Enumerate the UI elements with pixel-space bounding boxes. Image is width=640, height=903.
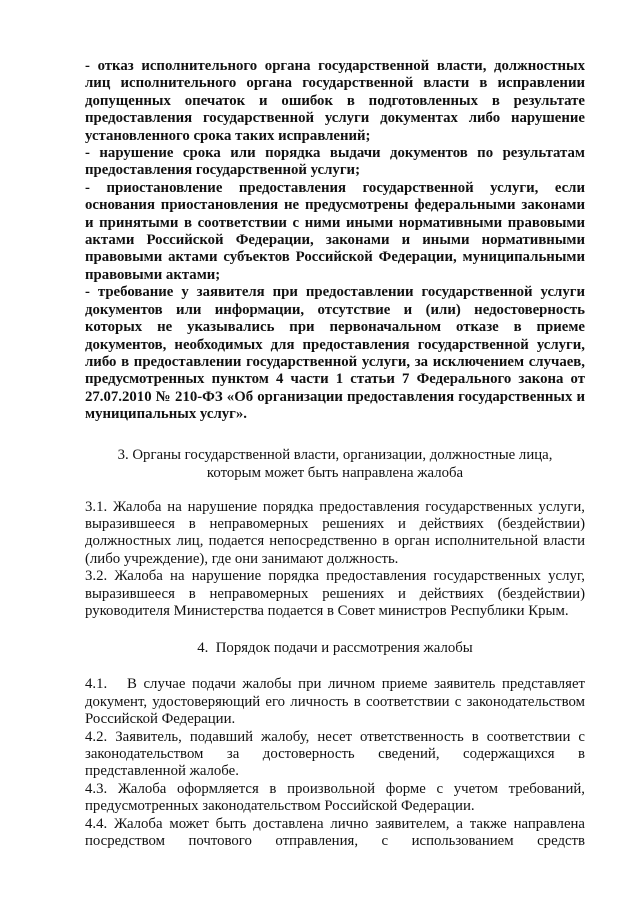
complaint-ground-item: - требование у заявителя при предоставлении государственной услуги документов или информации, отсутствие и (или) недостоверность которых не указывались при первоначальном отказе в приеме документов, необходимых для предоставления государственной услуги, либо в предоставлении государственной услуги, за исключением случаев, предусмотренных пунктом 4 части 1 статьи 7 Федерального закона от 27.07.2010 № 210-ФЗ «Об организации предоставления государственных и муниципальных услуг». <box>85 284 585 423</box>
spacer <box>85 482 585 499</box>
paragraph-4-4: 4.4. Жалоба может быть доставлена лично заявителем, а также направлена посредством почтового отправления, с использованием средств <box>85 815 585 850</box>
section-3-heading <box>85 446 585 482</box>
paragraph-3-1: 3.1. Жалоба на нарушение порядка предоставления государственных услуги, выразившееся в неправомерных решениях и действиях (бездействии) должностных лиц, подается непосредственно в орган исполнительной власти (либо учреждение), где они занимают должность. <box>85 498 585 567</box>
complaint-ground-item: - нарушение срока или порядка выдачи документов по результатам предоставления государственной услуги; <box>85 145 585 179</box>
section-3-heading-line-2: которым может быть направлена жалоба <box>206 464 464 481</box>
section-4-heading: 4. Порядок подачи и рассмотрения жалобы <box>197 640 473 657</box>
paragraph-3-2: 3.2. Жалоба на нарушение порядка предоставления государственных услуг, выразившееся в неправомерных решениях и действиях (бездействии) руководителя Министерства подается в Совет министров Республики Крым. <box>85 568 585 619</box>
complaint-ground-item: - отказ исполнительного органа государственной власти, должностных лиц исполнительного органа государственной власти в исправлении допущенных опечаток и ошибок в подготовленных в результате предоставления государственной услуги документах либо нарушение установленного срока таких исправлений; <box>85 58 585 144</box>
spacer <box>85 657 585 676</box>
spacer <box>85 424 585 446</box>
spacer <box>85 620 585 639</box>
document-page <box>85 58 589 850</box>
paragraph-4-1: 4.1. В случае подачи жалобы при личном приеме заявитель представляет документ, удостоверяющий его личность в соответствии с законодательством Российской Федерации. <box>85 676 589 728</box>
complaint-ground-item: - приостановление предоставления государственной услуги, если основания приостановления не предусмотрены федеральными законами и принятыми в соответствии с ними иными нормативными правовыми актами Российской Федерации, законами и иными нормативными правовыми актами субъектов Российской Федерации, муниципальными правовыми актами; <box>85 179 585 283</box>
paragraph-4-2: 4.2. Заявитель, подавший жалобу, несет ответственность в соответствии с законодательством за достоверность сведений, содержащихся в представленной жалобе. <box>85 728 585 780</box>
paragraph-4-3: 4.3. Жалоба оформляется в произвольной форме с учетом требований, предусмотренных законодательством Российской Федерации. <box>85 780 585 815</box>
section-3-heading-line-1: 3. Органы государственной власти, организации, должностные лица, <box>117 446 553 463</box>
